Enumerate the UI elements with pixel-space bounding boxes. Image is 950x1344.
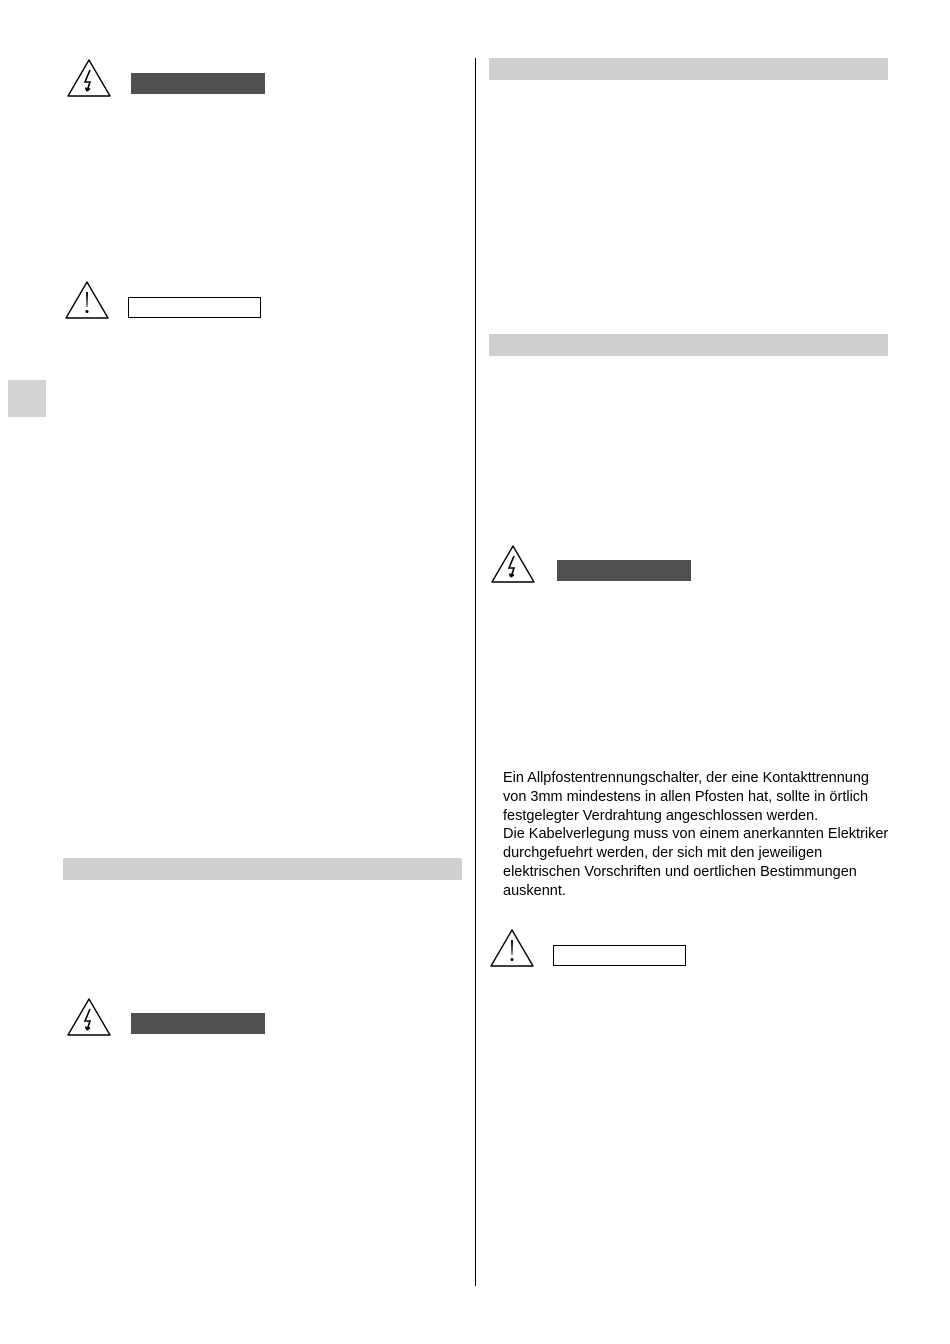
caution-banner: [553, 945, 686, 966]
electric-shock-warning-icon: [66, 997, 112, 1037]
section-header-bar: [63, 858, 462, 880]
wiring-electrician-paragraph: Die Kabelverlegung muss von einem anerkannten Elektriker durchgefuehrt werden, der sich mit den jeweiligen elektrischen Vorschriften und oertlichen Bestimmungen auskennt.: [503, 826, 889, 899]
caution-banner: [128, 297, 261, 318]
warning-banner: [131, 1013, 265, 1034]
electric-shock-warning-icon: [490, 544, 536, 584]
section-header-bar: [489, 334, 888, 356]
section-header-bar: [489, 58, 888, 80]
exclamation-caution-icon: [64, 280, 110, 320]
warning-banner: [131, 73, 265, 94]
disconnect-switch-paragraph: Ein Allpfostentrennungschalter, der eine Kontakttrennung von 3mm mindestens in allen Pfosten hat, sollte in örtlich festgelegter Verdrahtung angeschlossen werden.: [503, 770, 869, 824]
column-divider: [475, 58, 476, 1286]
exclamation-caution-icon: [489, 928, 535, 968]
warning-banner: [557, 560, 691, 581]
side-index-tab: [8, 380, 46, 417]
electric-shock-warning-icon: [66, 58, 112, 98]
